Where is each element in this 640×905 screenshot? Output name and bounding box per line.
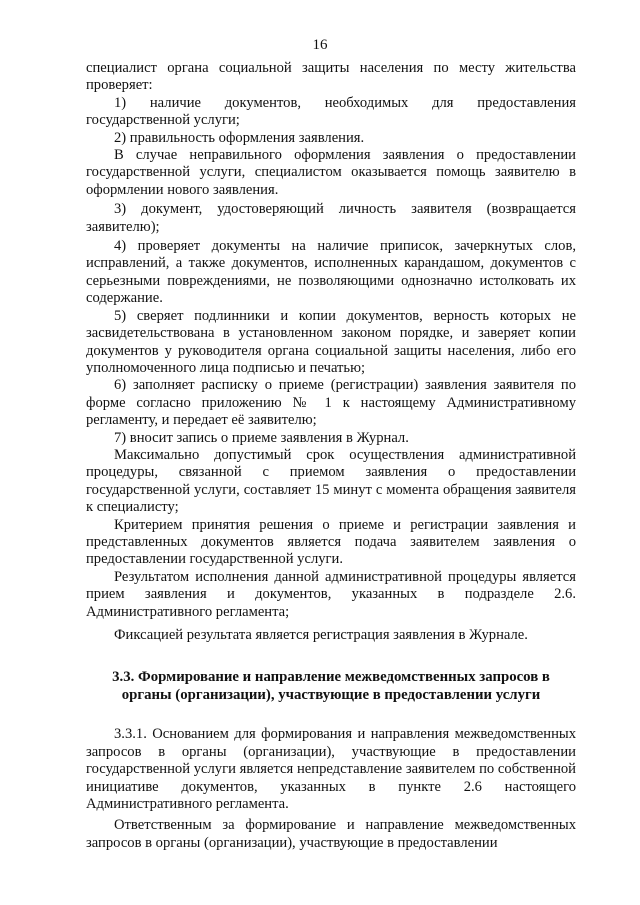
paragraph-result-fixation: Фиксацией результата является регистрация заявления в Журнале. [114, 627, 528, 643]
paragraph-item-2: 2) правильность оформления заявления. [114, 129, 365, 146]
paragraph-item-3: 3) документ, удостоверяющий личность заявителя (возвращается заявителю); [86, 201, 576, 235]
paragraph-intro: специалист органа социальной защиты населения по месту жительства проверяет: [86, 60, 576, 94]
section-heading: 3.3. Формирование и направление межведомственных запросов в органы (организации), участвующие в предоставлении услуги [112, 669, 550, 704]
paragraph-3-3-1: 3.3.1. Основанием для формирования и направления межведомственных запросов в органы (организации), участвующие в предоставлении государственной услуги является непредставление заявителем по собственной инициативе документов, указанных в пункте 2.6 настоящего Административного регламента. [86, 726, 576, 813]
paragraph-item-6: 6) заполняет расписку о приеме (регистрации) заявления заявителя по форме согласно приложению № 1 к настоящему Административному регламенту, и передает её заявителю; [86, 377, 576, 429]
paragraph-procedure-result: Результатом исполнения данной административной процедуры является прием заявления и документов, указанных в подразделе 2.6. Административного регламента; [86, 568, 576, 620]
paragraph-item-4: 4) проверяет документы на наличие приписок, зачеркнутых слов, исправлений, а также документов, исполненных карандашом, документов с серьезными повреждениями, не позволяющими однозначно истолковать их содержание. [86, 238, 576, 307]
paragraph-item-1: 1) наличие документов, необходимых для предоставления государственной услуги; [86, 94, 576, 129]
paragraph-decision-criterion: Критерием принятия решения о приеме и регистрации заявления и представленных документов является подача заявителем заявления о предоставлении государственной услуги. [86, 516, 576, 568]
paragraph-max-duration: Максимально допустимый срок осуществления административной процедуры, связанной с приемом заявления о предоставлении государственной услуги, составляет 15 минут с момента обращения заявителя к специалисту; [86, 446, 576, 516]
page-number: 16 [312, 37, 328, 53]
paragraph-item-5: 5) сверяет подлинники и копии документов, верность которых не засвидетельствована в установленном законом порядке, и заверяет копии документов у руководителя органа социальной защиты населения, либо его уполномоченного лица подписью и печатью; [86, 307, 576, 376]
paragraph-incorrect-application: В случае неправильного оформления заявления о предоставлении государственной услуги, специалистом оказывается помощь заявителю в оформлении нового заявления. [86, 147, 576, 198]
paragraph-item-7: 7) вносит запись о приеме заявления в Журнал. [114, 429, 409, 446]
paragraph-responsible: Ответственным за формирование и направление межведомственных запросов в органы (организации), участвующие в предоставлении [86, 817, 576, 851]
document-body [86, 60, 576, 852]
